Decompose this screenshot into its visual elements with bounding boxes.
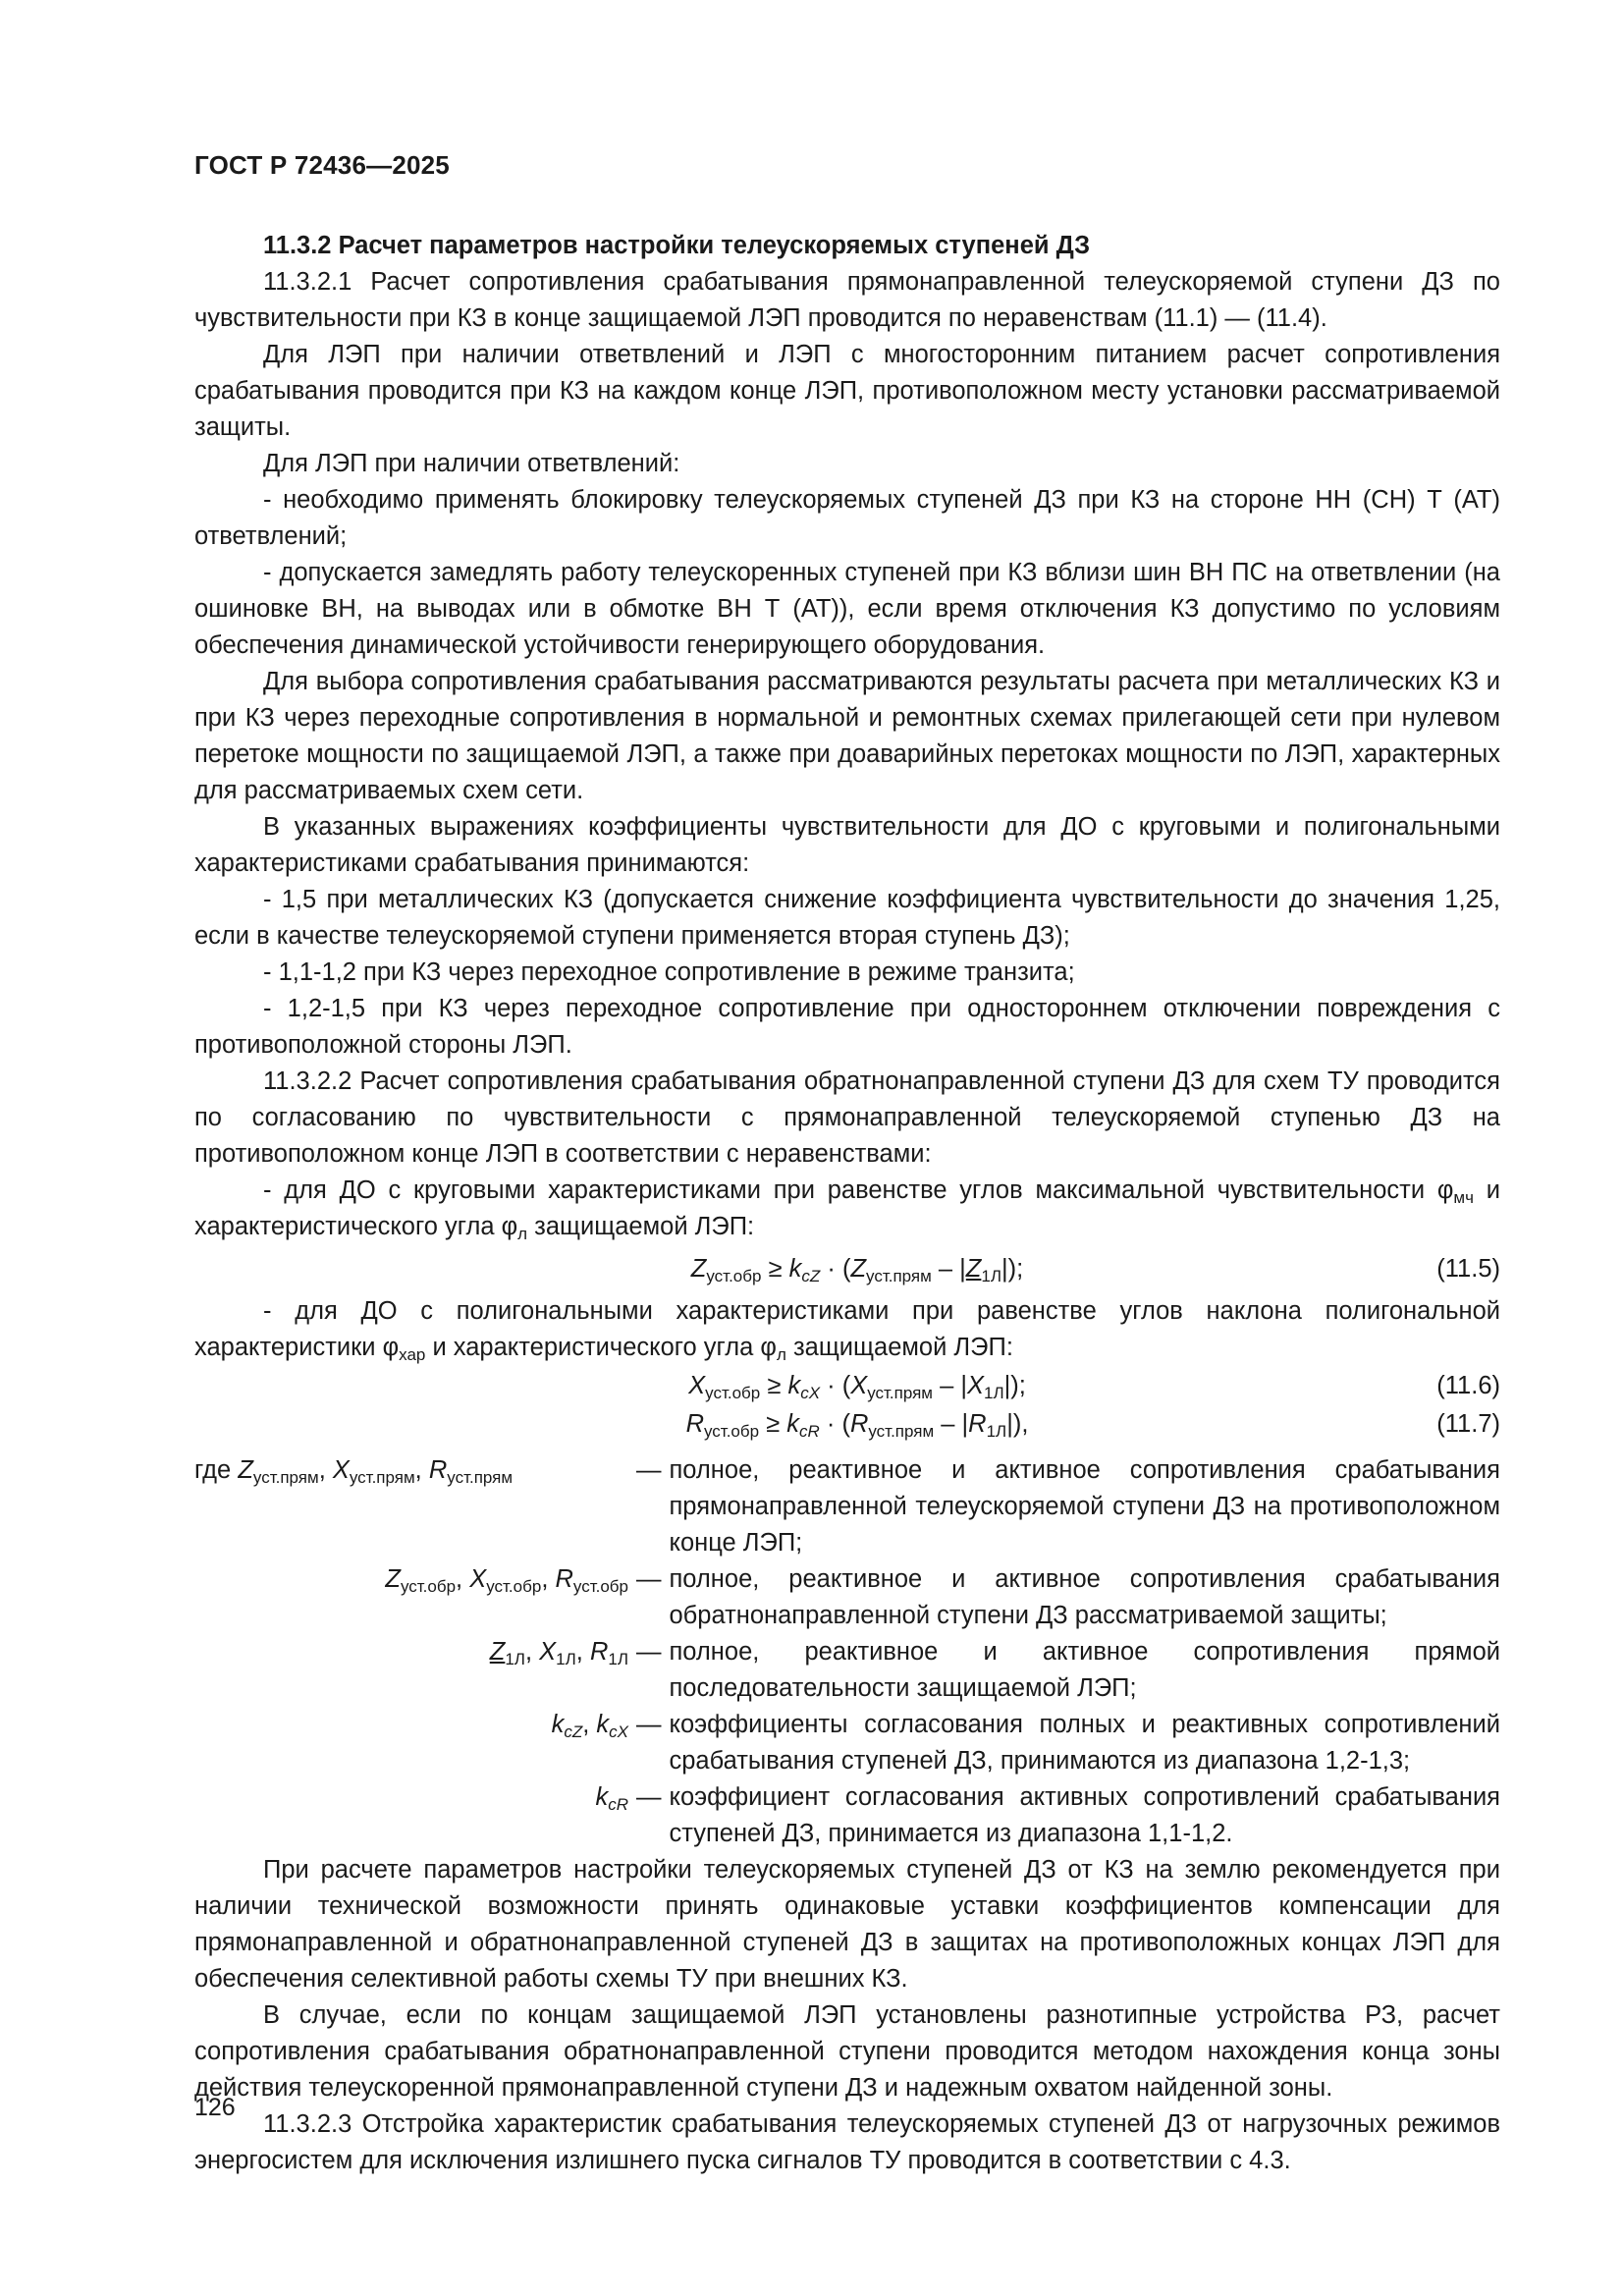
definition-term: где $Z_{уст.прям}$, $X_{уст.прям}$, $R_{уст.прям}$ bbox=[194, 1456, 514, 1487]
formula-11-7 bbox=[194, 1406, 1500, 1443]
paragraph: Для выбора сопротивления срабатывания рассматриваются результаты расчета при металлических КЗ и при КЗ через переходные сопротивления в нормальной и ремонтных схемах прилегающей сети при нулевом перетоке мощности по защищаемой ЛЭП, а также при доаварийных перетоках мощности по ЛЭП, характерных для рассматриваемых схем сети. bbox=[194, 668, 1500, 804]
definition-item: $Z_{1Л}$, $X_{1Л}$, $R_{1Л}$ — полное, реактивное и активное сопротивления прямой последовательности защищаемой ЛЭП; bbox=[194, 1634, 1500, 1707]
document-id: ГОСТ Р 72436—2025 bbox=[194, 150, 450, 180]
definitions-list bbox=[194, 1452, 1500, 1852]
list-item: - 1,2-1,5 при КЗ через переходное сопротивление при одностороннем отключении повреждения с противоположной стороны ЛЭП. bbox=[194, 995, 1500, 1059]
list-item: - для ДО с круговыми характеристиками при равенстве углов максимальной чувствительности $\varphi_{мч}$ и характеристического угла $\varphi_л$ защищаемой ЛЭП: bbox=[194, 1176, 1500, 1243]
definition-text: коэффициент согласования активных сопротивлений срабатывания ступеней ДЗ, принимается из диапазона 1,1-1,2. bbox=[669, 1783, 1500, 1847]
list-item: - 1,1-1,2 при КЗ через переходное сопротивление в режиме транзита; bbox=[263, 958, 1075, 986]
page-number: 126 bbox=[194, 2094, 236, 2121]
formula-number: (11.6) bbox=[1436, 1372, 1500, 1399]
formula-number: (11.5) bbox=[1436, 1255, 1500, 1283]
formula-11-5 bbox=[194, 1251, 1500, 1287]
list-item: - для ДО с полигональными характеристиками при равенстве углов наклона полигональной характеристики $\varphi_{хар}$ и характеристического угла $\varphi_л$ защищаемой ЛЭП: bbox=[194, 1297, 1500, 1364]
definition-term: $Z_{уст.обр}$, $X_{уст.обр}$, $R_{уст.обр}$ bbox=[385, 1565, 628, 1596]
paragraph: 11.3.2.1 Расчет сопротивления срабатывания прямонаправленной телеускоряемой ступени ДЗ по чувствительности при КЗ в конце защищаемой ЛЭП проводится по неравенствам (11.1) — (11.4). bbox=[194, 268, 1500, 332]
definition-text: коэффициенты согласования полных и реактивных сопротивлений срабатывания ступеней ДЗ, принимаются из диапазона 1,2-1,3; bbox=[669, 1711, 1500, 1775]
definition-text: полное, реактивное и активное сопротивления срабатывания обратнонаправленной ступени ДЗ рассматриваемой защиты; bbox=[669, 1565, 1500, 1629]
list-item: - допускается замедлять работу телеускоренных ступеней при КЗ вблизи шин ВН ПС на ответвлении (на ошиновке ВН, на выводах или в обмотке ВН Т (АТ)), если время отключения КЗ допустимо по условиям обеспечения динамической устойчивости генерирующего оборудования. bbox=[194, 559, 1500, 659]
definition-text: полное, реактивное и активное сопротивления прямой последовательности защищаемой ЛЭП; bbox=[669, 1638, 1500, 1702]
formula-expression: $Z_{уст.обр} \ge k_{cZ} \cdot (Z_{уст.прям} - |Z_{1Л}|)$; bbox=[690, 1255, 1024, 1285]
paragraph: В указанных выражениях коэффициенты чувствительности для ДО с круговыми и полигональными характеристиками срабатывания принимаются: bbox=[194, 813, 1500, 877]
definition-item: $k_{cR}$ — коэффициент согласования активных сопротивлений срабатывания ступеней ДЗ, принимается из диапазона 1,1-1,2. bbox=[194, 1779, 1500, 1852]
definition-item: $Z_{уст.обр}$, $X_{уст.обр}$, $R_{уст.обр}$ — полное, реактивное и активное сопротивления срабатывания обратнонаправленной ступени ДЗ рассматриваемой защиты; bbox=[194, 1561, 1500, 1634]
document-body bbox=[194, 228, 1500, 2179]
formula-number: (11.7) bbox=[1436, 1410, 1500, 1438]
list-item: - необходимо применять блокировку телеускоряемых ступеней ДЗ при КЗ на стороне НН (СН) Т (АТ) ответвлений; bbox=[194, 486, 1500, 550]
definition-item: $k_{cZ}$, $k_{cX}$ — коэффициенты согласования полных и реактивных сопротивлений срабатывания ступеней ДЗ, принимаются из диапазона 1,2-1,3; bbox=[194, 1707, 1500, 1779]
paragraph: При расчете параметров настройки телеускоряемых ступеней ДЗ от КЗ на землю рекомендуется при наличии технической возможности принять одинаковые уставки коэффициентов компенсации для прямонаправленной и обратнонаправленной ступеней ДЗ в защитах на противоположных концах ЛЭП для обеспечения селективной работы схемы ТУ при внешних КЗ. bbox=[194, 1856, 1500, 1993]
paragraph: В случае, если по концам защищаемой ЛЭП установлены разнотипные устройства РЗ, расчет сопротивления срабатывания обратнонаправленной ступени проводится методом нахождения конца зоны действия телеускоренной прямонаправленной ступени ДЗ и надежным охватом найденной зоны. bbox=[194, 2001, 1500, 2102]
paragraph: 11.3.2.3 Отстройка характеристик срабатывания телеускоряемых ступеней ДЗ от нагрузочных режимов энергосистем для исключения излишнего пуска сигналов ТУ проводится в соответствии с 4.3. bbox=[194, 2110, 1500, 2174]
paragraph: Для ЛЭП при наличии ответвлений: bbox=[263, 450, 680, 477]
definition-term: $Z_{1Л}$, $X_{1Л}$, $R_{1Л}$ bbox=[489, 1638, 628, 1668]
formula-expression: $R_{уст.обр} \ge k_{cR} \cdot (R_{уст.прям} - |R_{1Л}|)$, bbox=[685, 1410, 1029, 1441]
definition-term: $k_{cZ}$, $k_{cX}$ bbox=[551, 1711, 628, 1741]
definition-item: где $Z_{уст.прям}$, $X_{уст.прям}$, $R_{уст.прям}$ — полное, реактивное и активное сопротивления срабатывания прямонаправленной телеускоряемой ступени ДЗ на противоположном конце ЛЭП; bbox=[194, 1452, 1500, 1561]
definition-text: полное, реактивное и активное сопротивления срабатывания прямонаправленной телеускоряемой ступени ДЗ на противоположном конце ЛЭП; bbox=[669, 1456, 1500, 1557]
formula-expression: $X_{уст.обр} \ge k_{cX} \cdot (X_{уст.прям} - |X_{1Л}|)$; bbox=[688, 1372, 1026, 1402]
paragraph: Для ЛЭП при наличии ответвлений и ЛЭП с многосторонним питанием расчет сопротивления срабатывания проводится при КЗ на каждом конце ЛЭП, противоположном месту установки рассматриваемой защиты. bbox=[194, 341, 1500, 441]
section-heading: 11.3.2 Расчет параметров настройки телеускоряемых ступеней ДЗ bbox=[263, 232, 1091, 259]
paragraph: 11.3.2.2 Расчет сопротивления срабатывания обратнонаправленной ступени ДЗ для схем ТУ проводится по согласованию по чувствительности с прямонаправленной телеускоряемой ступенью ДЗ на противоположном конце ЛЭП в соответствии с неравенствами: bbox=[194, 1067, 1500, 1168]
formula-11-6 bbox=[194, 1368, 1500, 1404]
list-item: - 1,5 при металлических КЗ (допускается снижение коэффициента чувствительности до значения 1,25, если в качестве телеускоряемой ступени применяется вторая ступень ДЗ); bbox=[194, 886, 1500, 950]
definition-term: $k_{cR}$ bbox=[595, 1783, 628, 1814]
